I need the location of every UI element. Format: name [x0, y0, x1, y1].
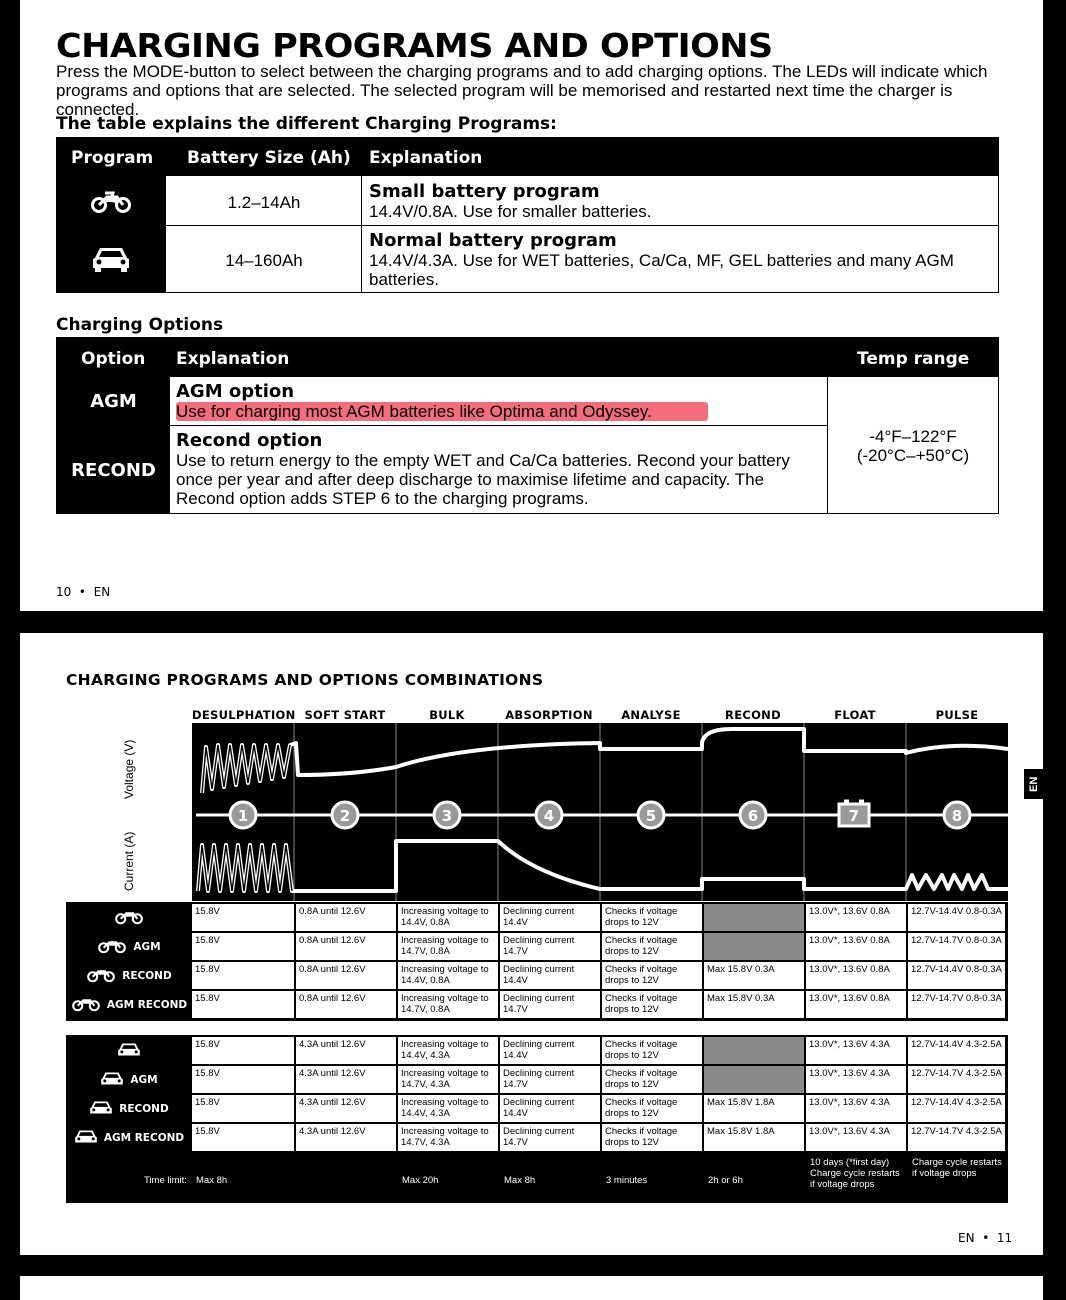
programs-table-header — [57, 138, 998, 176]
normal-battery-explanation — [369, 231, 979, 289]
combination-cell: Max 15.8V 0.3A — [704, 991, 804, 1018]
combination-cell: 13.0V*, 13.6V 4.3A — [806, 1037, 906, 1064]
agm-option-text-highlighted: Use for charging most AGM batteries like Optima and Odyssey. — [176, 402, 708, 421]
header-program: Program — [71, 148, 154, 168]
normal-battery-title: Normal battery program — [369, 230, 617, 251]
combination-cell: Increasing voltage to 14.7V, 4.3A — [398, 1066, 498, 1093]
combination-cell: Checks if voltage drops to 12V — [602, 1095, 702, 1122]
combination-cell: Declining current 14.7V — [500, 1066, 600, 1093]
combination-cell: Increasing voltage to 14.7V, 0.8A — [398, 933, 498, 960]
manual-page-11 — [20, 633, 1043, 1255]
step-6: 6 — [747, 807, 759, 825]
small-battery-explanation — [369, 182, 989, 221]
combination-cell: Checks if voltage drops to 12V — [602, 1066, 702, 1093]
combination-cell: 4.3A until 12.6V — [296, 1095, 396, 1122]
header-explanation: Explanation — [176, 349, 290, 369]
current-axis-label: Current (A) — [122, 831, 136, 891]
combination-cell: Declining current 14.7V — [500, 1124, 600, 1151]
combination-cell: Checks if voltage drops to 12V — [602, 904, 702, 931]
normal-battery-text: 14.4V/4.3A. Use for WET batteries, Ca/Ca, MF, GEL batteries and many AGM batteries. — [369, 251, 954, 289]
combination-cell: Increasing voltage to 14.4V, 0.8A — [398, 904, 498, 931]
recond-option-explanation — [176, 431, 824, 508]
combination-cell: 13.0V*, 13.6V 0.8A — [806, 933, 906, 960]
time-limit-value: Max 8h — [504, 1175, 536, 1186]
combination-cell: 13.0V*, 13.6V 4.3A — [806, 1095, 906, 1122]
combination-cell: 13.0V*, 13.6V 4.3A — [806, 1066, 906, 1093]
motorcycle-icon — [86, 965, 116, 986]
combination-cell: 12.7V-14.7V 4.3-2.5A — [908, 1124, 1005, 1151]
combination-cell: Declining current 14.4V — [500, 1037, 600, 1064]
step-3: 3 — [441, 807, 453, 825]
time-limit-value: 3 minutes — [606, 1175, 648, 1186]
combination-cell: Declining current 14.4V — [500, 1095, 600, 1122]
option-label: RECOND — [122, 969, 172, 982]
time-limit-value: Max 8h — [196, 1175, 228, 1186]
combination-cell: 15.8V — [192, 933, 294, 960]
voltage-current-curves — [192, 723, 1008, 901]
combination-cell: 0.8A until 12.6V — [296, 991, 396, 1018]
combination-cell: 0.8A until 12.6V — [296, 904, 396, 931]
car-icon — [74, 1128, 98, 1148]
divider — [170, 425, 827, 426]
combination-cell: Increasing voltage to 14.4V, 0.8A — [398, 962, 498, 989]
combination-cell: 12.7V-14.7V 4.3-2.5A — [908, 1066, 1005, 1093]
page-number-11: EN • 11 — [958, 1231, 1013, 1245]
option-recond-label: RECOND — [71, 460, 156, 481]
stage-absorption: ABSORPTION — [505, 708, 593, 722]
combination-cell: Declining current 14.4V — [500, 962, 600, 989]
option-label: AGM — [130, 1073, 158, 1086]
combination-cell: Increasing voltage to 14.7V, 0.8A — [398, 991, 498, 1018]
step-5: 5 — [645, 807, 657, 825]
combination-cell: 12.7V-14.7V 0.8-0.3A — [908, 991, 1005, 1018]
normal-battery-combinations — [66, 1035, 1008, 1203]
combination-cell: Max 15.8V 1.8A — [704, 1124, 804, 1151]
combination-cell: 12.7V-14.4V 0.8-0.3A — [908, 962, 1005, 989]
motorcycle-icon — [91, 188, 131, 214]
combination-cell: 12.7V-14.7V 0.8-0.3A — [908, 933, 1005, 960]
combination-cell — [704, 1066, 804, 1093]
car-icon — [100, 1070, 124, 1090]
car-icon — [91, 244, 131, 272]
motorcycle-icon — [97, 936, 127, 957]
option-label: AGM RECOND — [103, 1131, 185, 1144]
combination-cell — [704, 904, 804, 931]
stage-recond: RECOND — [725, 708, 781, 722]
programs-table — [56, 137, 999, 293]
combination-cell: 15.8V — [192, 1095, 294, 1122]
combination-cell: 4.3A until 12.6V — [296, 1124, 396, 1151]
combination-cell: 0.8A until 12.6V — [296, 933, 396, 960]
options-table-header — [57, 338, 998, 377]
stage-float: FLOAT — [834, 708, 876, 722]
voltage-axis-label: Voltage (V) — [122, 739, 136, 799]
header-option: Option — [81, 349, 146, 369]
combination-cell: 13.0V*, 13.6V 4.3A — [806, 1124, 906, 1151]
step-8: 8 — [951, 807, 963, 825]
time-limit-value: 2h or 6h — [708, 1175, 743, 1186]
agm-option-title: AGM option — [176, 381, 295, 402]
stage-soft-start: SOFT START — [304, 708, 386, 722]
step-1: 1 — [237, 807, 249, 825]
battery-size-small: 1.2–14Ah — [227, 193, 301, 212]
header-temp-range: Temp range — [857, 349, 970, 369]
small-battery-title: Small battery program — [369, 181, 600, 202]
time-limit-value: Charge cycle restarts if voltage drops — [912, 1157, 1002, 1179]
battery-size-normal: 14–160Ah — [225, 251, 303, 270]
combination-cell: Declining current 14.7V — [500, 933, 600, 960]
combination-cell: Max 15.8V 0.3A — [704, 962, 804, 989]
small-battery-combinations — [66, 902, 1008, 1021]
combination-cell: 12.7V-14.4V 0.8-0.3A — [908, 904, 1005, 931]
combination-cell: Increasing voltage to 14.4V, 4.3A — [398, 1095, 498, 1122]
combination-row-label — [66, 904, 192, 931]
car-icon — [89, 1099, 113, 1119]
combination-cell: 13.0V*, 13.6V 0.8A — [806, 904, 906, 931]
manual-page-10 — [20, 0, 1043, 611]
divider — [166, 225, 998, 226]
combination-cell: 12.7V-14.4V 4.3-2.5A — [908, 1095, 1005, 1122]
combination-cell: 13.0V*, 13.6V 0.8A — [806, 991, 906, 1018]
recond-option-text: Use to return energy to the empty WET and Ca/Ca batteries. Recond your battery once per year and after deep discharge to maximise lifetime and capacity. The Recond option adds STEP 6 to the charging programs. — [176, 451, 790, 508]
combination-cell: Increasing voltage to 14.7V, 4.3A — [398, 1124, 498, 1151]
time-limit-value: 10 days (*first day) Charge cycle restarts if voltage drops — [810, 1157, 900, 1190]
next-page-edge — [20, 1276, 1043, 1300]
motorcycle-icon — [114, 907, 144, 928]
small-battery-text: 14.4V/0.8A. Use for smaller batteries. — [369, 202, 652, 221]
combination-cell: Max 15.8V 1.8A — [704, 1095, 804, 1122]
temp-range-fahrenheit: -4°F–122°F — [869, 427, 957, 446]
combination-cell: Checks if voltage drops to 12V — [602, 933, 702, 960]
divider — [361, 176, 362, 292]
combination-cell: 15.8V — [192, 1066, 294, 1093]
temp-range-value — [828, 427, 998, 465]
combination-cell: 15.8V — [192, 904, 294, 931]
stage-desulphation: DESULPHATION — [192, 708, 296, 722]
combination-row-label — [66, 1124, 192, 1151]
combination-cell: Checks if voltage drops to 12V — [602, 962, 702, 989]
combination-cell: Declining current 14.4V — [500, 904, 600, 931]
programs-heading: The table explains the different Charging Programs: — [56, 114, 557, 134]
page-number-10: 10 • EN — [56, 585, 111, 599]
stage-pulse: PULSE — [935, 708, 979, 722]
stage-analyse: ANALYSE — [621, 708, 681, 722]
step-2: 2 — [339, 807, 351, 825]
combination-row-label — [66, 933, 192, 960]
car-icon — [117, 1041, 141, 1061]
combination-row-label — [66, 1095, 192, 1122]
options-table — [56, 337, 999, 514]
combination-cell: 4.3A until 12.6V — [296, 1037, 396, 1064]
combination-cell: Checks if voltage drops to 12V — [602, 991, 702, 1018]
combination-cell — [704, 1037, 804, 1064]
page-title: CHARGING PROGRAMS AND OPTIONS — [56, 26, 773, 65]
combination-cell: 13.0V*, 13.6V 0.8A — [806, 962, 906, 989]
combination-cell: 4.3A until 12.6V — [296, 1066, 396, 1093]
charging-curve-diagram — [192, 723, 1008, 901]
intro-paragraph: Press the MODE-button to select between the charging programs and to add charging options. The LEDs will indicate which programs and options that are selected. The selected program will be memorised and restarted next time the charger is connected. — [56, 62, 988, 119]
motorcycle-icon — [71, 994, 101, 1015]
options-heading: Charging Options — [56, 315, 224, 335]
time-limit-label: Time limit: — [144, 1175, 187, 1186]
combination-cell: 0.8A until 12.6V — [296, 962, 396, 989]
temp-range-celsius: (-20°C–+50°C) — [856, 446, 970, 465]
stage-bulk: BULK — [429, 708, 465, 722]
combination-row-label — [66, 991, 192, 1018]
combination-cell: 15.8V — [192, 991, 294, 1018]
option-label: RECOND — [119, 1102, 169, 1115]
time-limit-value: Max 20h — [402, 1175, 439, 1186]
combination-cell: 12.7V-14.4V 4.3-2.5A — [908, 1037, 1005, 1064]
combination-cell: Increasing voltage to 14.4V, 4.3A — [398, 1037, 498, 1064]
language-tab: EN — [1024, 769, 1044, 799]
recond-option-title: Recond option — [176, 430, 323, 451]
header-battery-size: Battery Size (Ah) — [187, 148, 351, 168]
combination-cell: 15.8V — [192, 1124, 294, 1151]
combination-cell: 15.8V — [192, 1037, 294, 1064]
combination-row-label — [66, 962, 192, 989]
step-4: 4 — [543, 807, 555, 825]
combinations-title: CHARGING PROGRAMS AND OPTIONS COMBINATIONS — [66, 671, 544, 689]
step-7: 7 — [848, 807, 860, 825]
combination-cell: 15.8V — [192, 962, 294, 989]
header-explanation: Explanation — [369, 148, 483, 168]
combination-row-label — [66, 1066, 192, 1093]
agm-option-explanation — [176, 382, 816, 421]
combination-cell: Checks if voltage drops to 12V — [602, 1037, 702, 1064]
combination-cell: Checks if voltage drops to 12V — [602, 1124, 702, 1151]
option-label: AGM RECOND — [106, 998, 188, 1011]
option-label: AGM — [133, 940, 161, 953]
combination-row-label — [66, 1037, 192, 1064]
option-agm-label: AGM — [90, 391, 137, 412]
combination-cell — [704, 933, 804, 960]
combination-cell: Declining current 14.7V — [500, 991, 600, 1018]
